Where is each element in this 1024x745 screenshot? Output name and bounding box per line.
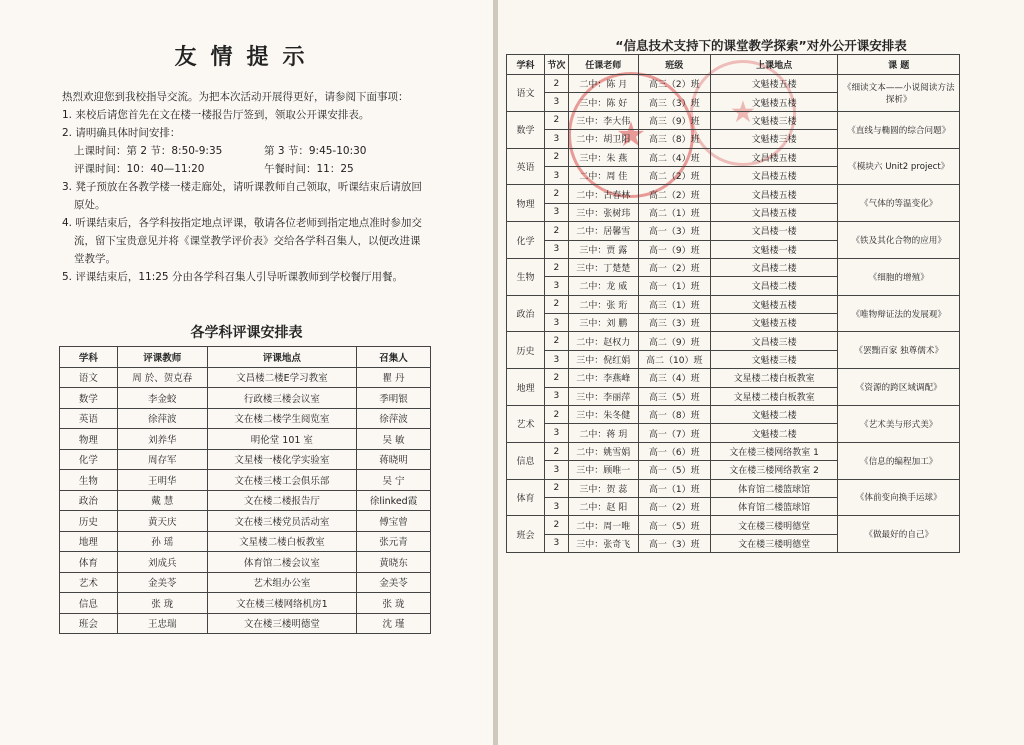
period-cell: 2 — [544, 75, 568, 93]
period-cell: 3 — [544, 130, 568, 148]
period-cell: 2 — [544, 295, 568, 313]
location-cell: 文在楼三楼工会俱乐部 — [207, 470, 357, 491]
location-cell: 文昌楼二楼 — [710, 277, 838, 295]
location-cell: 文魁楼三楼 — [710, 111, 838, 129]
period-cell: 3 — [544, 314, 568, 332]
convener-cell: 季明银 — [357, 388, 431, 409]
teacher-cell: 二中：赵 阳 — [568, 497, 638, 515]
subject-cell: 生物 — [60, 470, 118, 491]
period-cell: 2 — [544, 111, 568, 129]
class-cell: 高三（9）班 — [638, 111, 710, 129]
topic-cell: 《体前变向换手运球》 — [838, 479, 960, 516]
header-location: 上课地点 — [710, 55, 838, 75]
convener-cell: 吴 宁 — [357, 470, 431, 491]
location-cell: 文在楼三楼网络机房1 — [207, 593, 357, 614]
class-cell: 高一（9）班 — [638, 240, 710, 258]
subject-cell: 体育 — [507, 479, 545, 516]
open-class-schedule-table — [506, 54, 960, 553]
header-topic: 课 题 — [838, 55, 960, 75]
teacher-cell: 二中：古春林 — [568, 185, 638, 203]
teacher-cell: 二中：赵权力 — [568, 332, 638, 350]
table-row — [60, 511, 431, 532]
table-row — [507, 442, 960, 460]
convener-cell: 金美苓 — [357, 572, 431, 593]
location-cell: 艺术组办公室 — [207, 572, 357, 593]
teacher-cell: 二中：蒋 玥 — [568, 424, 638, 442]
subject-cell: 化学 — [60, 449, 118, 470]
teacher-cell: 戴 慧 — [117, 490, 207, 511]
location-cell: 文魁楼五楼 — [710, 93, 838, 111]
location-cell: 文在楼三楼党员活动室 — [207, 511, 357, 532]
teacher-cell: 刘成兵 — [117, 552, 207, 573]
table-row — [60, 490, 431, 511]
table-row — [507, 148, 960, 166]
location-cell: 体育馆二楼篮球馆 — [710, 479, 838, 497]
topic-cell: 《直线与椭圆的综合问题》 — [838, 111, 960, 148]
period-cell: 3 — [544, 461, 568, 479]
header-subject: 学科 — [507, 55, 545, 75]
period-cell: 2 — [544, 222, 568, 240]
location-cell: 文魁楼五楼 — [710, 75, 838, 93]
period-cell: 3 — [544, 93, 568, 111]
teacher-cell: 二中：张 珩 — [568, 295, 638, 313]
lunch-time: 午餐时间：11：25 — [264, 163, 354, 175]
period-cell: 3 — [544, 240, 568, 258]
teacher-cell: 黄天庆 — [117, 511, 207, 532]
teacher-cell: 三中：陈 好 — [568, 93, 638, 111]
period-cell: 2 — [544, 369, 568, 387]
teacher-cell: 二中：龙 威 — [568, 277, 638, 295]
table-row — [507, 516, 960, 534]
red-seal-stamp: ★ — [568, 72, 694, 198]
class-cell: 高一（6）班 — [638, 442, 710, 460]
subject-cell: 历史 — [60, 511, 118, 532]
location-cell: 文昌楼三楼 — [710, 332, 838, 350]
convener-cell: 瞿 丹 — [357, 367, 431, 388]
period-cell: 3 — [544, 203, 568, 221]
eval-time: 评课时间：10：40—11:20 — [74, 163, 205, 175]
location-cell: 文魁楼五楼 — [710, 314, 838, 332]
table-row — [507, 75, 960, 93]
period-cell: 3 — [544, 534, 568, 552]
teacher-cell: 二中：居馨雪 — [568, 222, 638, 240]
period-cell: 3 — [544, 350, 568, 368]
teacher-cell: 张 珑 — [117, 593, 207, 614]
location-cell: 文在楼三楼明德堂 — [207, 613, 357, 634]
item-1: 1. 来校后请您首先在文在楼一楼报告厅签到，领取公开课安排表。 — [62, 109, 370, 121]
teacher-cell: 三中：张树玮 — [568, 203, 638, 221]
subject-cell: 班会 — [60, 613, 118, 634]
table-row — [507, 222, 960, 240]
period-cell: 2 — [544, 442, 568, 460]
header-teacher: 任课老师 — [568, 55, 638, 75]
times-row-2 — [62, 160, 442, 178]
topic-cell: 《艺术美与形式美》 — [838, 406, 960, 443]
convener-cell: 张元青 — [357, 531, 431, 552]
class-time-2: 第 3 节：9:45-10:30 — [264, 145, 367, 157]
period-cell: 3 — [544, 424, 568, 442]
teacher-cell: 李金蛟 — [117, 388, 207, 409]
class-cell: 高一（5）班 — [638, 461, 710, 479]
location-cell: 文在楼三楼明德堂 — [710, 534, 838, 552]
teacher-cell: 刘养华 — [117, 429, 207, 450]
class-time-1: 上课时间：第 2 节：8:50-9:35 — [74, 145, 223, 157]
header-convener: 召集人 — [357, 347, 431, 368]
item-5: 5. 评课结束后，11:25 分由各学科召集人引导听课教师到学校餐厅用餐。 — [62, 271, 403, 283]
subject-cell: 语文 — [60, 367, 118, 388]
location-cell: 文在楼二楼学生阅览室 — [207, 408, 357, 429]
location-cell: 行政楼三楼会议室 — [207, 388, 357, 409]
class-cell: 高三（4）班 — [638, 369, 710, 387]
teacher-cell: 三中：李丽萍 — [568, 387, 638, 405]
class-cell: 高二（9）班 — [638, 332, 710, 350]
class-cell: 高二（1）班 — [638, 203, 710, 221]
subject-cell: 地理 — [507, 369, 545, 406]
class-cell: 高二（10）班 — [638, 350, 710, 368]
location-cell: 文星楼二楼白板教室 — [207, 531, 357, 552]
location-cell: 文魁楼二楼 — [710, 406, 838, 424]
red-seal-stamp-2: ★ — [690, 60, 796, 166]
subject-cell: 数学 — [507, 111, 545, 148]
table-row — [60, 552, 431, 573]
header-teacher: 评课教师 — [117, 347, 207, 368]
subject-cell: 数学 — [60, 388, 118, 409]
period-cell: 3 — [544, 277, 568, 295]
class-cell: 高一（5）班 — [638, 516, 710, 534]
teacher-cell: 三中：李大伟 — [568, 111, 638, 129]
location-cell: 体育馆二楼篮球馆 — [710, 497, 838, 515]
class-cell: 高一（3）班 — [638, 534, 710, 552]
class-cell: 高一（2）班 — [638, 258, 710, 276]
eval-table-title: 各学科评课安排表 — [190, 325, 303, 341]
convener-cell: 蒋晓明 — [357, 449, 431, 470]
location-cell: 文昌楼一楼 — [710, 222, 838, 240]
location-cell: 文星楼二楼白板教室 — [710, 387, 838, 405]
subject-cell: 化学 — [507, 222, 545, 259]
location-cell: 文在楼三楼明德堂 — [710, 516, 838, 534]
item-4-cont: 流，留下宝贵意见并将《课堂教学评价表》交给各学科召集人，以便改进课 — [74, 235, 421, 247]
item-4-cont2: 堂教学。 — [74, 253, 116, 265]
class-cell: 高一（3）班 — [638, 222, 710, 240]
period-cell: 2 — [544, 148, 568, 166]
location-cell: 明伦堂 101 室 — [207, 429, 357, 450]
item-4: 4. 听课结束后，各学科按指定地点评课，敬请各位老师到指定地点准时参加交 — [62, 217, 422, 229]
teacher-cell: 二中：周 佳 — [568, 166, 638, 184]
subject-cell: 信息 — [507, 442, 545, 479]
class-cell: 高二（2）班 — [638, 166, 710, 184]
location-cell: 文昌楼二楼E学习教室 — [207, 367, 357, 388]
subject-cell: 政治 — [507, 295, 545, 332]
location-cell: 文昌楼五楼 — [710, 185, 838, 203]
subject-cell: 英语 — [507, 148, 545, 185]
table-row — [507, 369, 960, 387]
topic-cell: 《资源的跨区域调配》 — [838, 369, 960, 406]
topic-cell: 《气体的等温变化》 — [838, 185, 960, 222]
teacher-cell: 王忠瑞 — [117, 613, 207, 634]
table-row — [507, 258, 960, 276]
class-cell: 高三（3）班 — [638, 93, 710, 111]
topic-cell: 《细读文本——小说阅读方法探析》 — [838, 75, 960, 112]
subject-cell: 政治 — [60, 490, 118, 511]
subject-cell: 艺术 — [60, 572, 118, 593]
convener-cell: 张 珑 — [357, 593, 431, 614]
teacher-cell: 三中：朱冬健 — [568, 406, 638, 424]
item-3: 3. 凳子预放在各教学楼一楼走廊处，请听课教师自己领取，听课结束后请放回 — [62, 181, 422, 193]
convener-cell: 黄晓东 — [357, 552, 431, 573]
class-cell: 高三（5）班 — [638, 387, 710, 405]
class-cell: 高二（2）班 — [638, 185, 710, 203]
teacher-cell: 二中：李燕峰 — [568, 369, 638, 387]
class-cell: 高一（2）班 — [638, 497, 710, 515]
period-cell: 2 — [544, 185, 568, 203]
table-row — [507, 185, 960, 203]
topic-cell: 《铁及其化合物的应用》 — [838, 222, 960, 259]
subject-cell: 语文 — [507, 75, 545, 112]
location-cell: 文昌楼五楼 — [710, 166, 838, 184]
table-header-row — [60, 347, 431, 368]
item-3-cont: 原处。 — [74, 199, 106, 211]
teacher-cell: 二中：姚雪娟 — [568, 442, 638, 460]
location-cell: 文星楼二楼白板教室 — [710, 369, 838, 387]
teacher-cell: 王明华 — [117, 470, 207, 491]
teacher-cell: 三中：张奇飞 — [568, 534, 638, 552]
table-row — [60, 470, 431, 491]
convener-cell: 傅宝曾 — [357, 511, 431, 532]
schedule-title: “信息技术支持下的课堂教学探索”对外公开课安排表 — [615, 38, 907, 53]
location-cell: 文魁楼五楼 — [710, 295, 838, 313]
subject-cell: 英语 — [60, 408, 118, 429]
table-row — [60, 593, 431, 614]
table-row — [60, 613, 431, 634]
table-row — [507, 332, 960, 350]
topic-cell: 《细胞的增殖》 — [838, 258, 960, 295]
teacher-cell: 三中：倪红娟 — [568, 350, 638, 368]
location-cell: 文昌楼二楼 — [710, 258, 838, 276]
table-row — [60, 449, 431, 470]
topic-cell: 《唯物辩证法的发展观》 — [838, 295, 960, 332]
class-cell: 高二（4）班 — [638, 148, 710, 166]
topic-cell: 《罢黜百家 独尊儒术》 — [838, 332, 960, 369]
location-cell: 文在楼三楼网络教室 2 — [710, 461, 838, 479]
header-location: 评课地点 — [207, 347, 357, 368]
period-cell: 2 — [544, 479, 568, 497]
class-cell: 高一（7）班 — [638, 424, 710, 442]
location-cell: 文昌楼五楼 — [710, 148, 838, 166]
teacher-cell: 三中：丁楚楚 — [568, 258, 638, 276]
class-cell: 高一（1）班 — [638, 277, 710, 295]
class-cell: 高一（1）班 — [638, 479, 710, 497]
table-row — [507, 111, 960, 129]
teacher-cell: 三中：朱 燕 — [568, 148, 638, 166]
teacher-cell: 三中：贺 蕊 — [568, 479, 638, 497]
period-cell: 3 — [544, 387, 568, 405]
header-subject: 学科 — [60, 347, 118, 368]
table-row — [60, 531, 431, 552]
subject-cell: 地理 — [60, 531, 118, 552]
convener-cell: 吴 敏 — [357, 429, 431, 450]
teacher-cell: 周 於、贺克春 — [117, 367, 207, 388]
teacher-cell: 周存军 — [117, 449, 207, 470]
convener-cell: 徐萍波 — [357, 408, 431, 429]
teacher-cell: 三中：刘 鹏 — [568, 314, 638, 332]
subject-cell: 班会 — [507, 516, 545, 553]
convener-cell: 沈 瑾 — [357, 613, 431, 634]
intro-line: 热烈欢迎您到我校指导交流。为把本次活动开展得更好，请参阅下面事项： — [62, 91, 409, 103]
subject-cell: 体育 — [60, 552, 118, 573]
location-cell: 文在楼二楼报告厅 — [207, 490, 357, 511]
period-cell: 2 — [544, 516, 568, 534]
table-row — [507, 406, 960, 424]
class-cell: 高三（8）班 — [638, 130, 710, 148]
notice-text — [62, 88, 442, 286]
teacher-cell: 二中：周一唯 — [568, 516, 638, 534]
topic-cell: 《做最好的自己》 — [838, 516, 960, 553]
subject-cell: 物理 — [60, 429, 118, 450]
location-cell: 文魁楼三楼 — [710, 350, 838, 368]
topic-cell: 《信息的编程加工》 — [838, 442, 960, 479]
table-row — [60, 408, 431, 429]
location-cell: 文魁楼三楼 — [710, 130, 838, 148]
location-cell: 体育馆二楼会议室 — [207, 552, 357, 573]
table-row — [60, 367, 431, 388]
convener-cell: 徐linked霞 — [357, 490, 431, 511]
location-cell: 文魁楼二楼 — [710, 424, 838, 442]
location-cell: 文星楼一楼化学实验室 — [207, 449, 357, 470]
table-row — [507, 295, 960, 313]
subject-cell: 历史 — [507, 332, 545, 369]
teacher-cell: 孙 瑶 — [117, 531, 207, 552]
teacher-cell: 金美苓 — [117, 572, 207, 593]
location-cell: 文魁楼一楼 — [710, 240, 838, 258]
table-row — [507, 479, 960, 497]
teacher-cell: 二中：胡卫阳 — [568, 130, 638, 148]
eval-schedule-table — [59, 346, 431, 634]
period-cell: 3 — [544, 166, 568, 184]
topic-cell: 《模块六 Unit2 project》 — [838, 148, 960, 185]
teacher-cell: 三中：顾唯一 — [568, 461, 638, 479]
header-class: 班级 — [638, 55, 710, 75]
class-cell: 高三（2）班 — [638, 75, 710, 93]
table-row — [60, 429, 431, 450]
period-cell: 2 — [544, 406, 568, 424]
teacher-cell: 徐萍波 — [117, 408, 207, 429]
class-cell: 高三（3）班 — [638, 314, 710, 332]
item-2: 2. 请明确具体时间安排： — [62, 127, 181, 139]
subject-cell: 信息 — [60, 593, 118, 614]
subject-cell: 物理 — [507, 185, 545, 222]
class-cell: 高一（8）班 — [638, 406, 710, 424]
period-cell: 2 — [544, 258, 568, 276]
location-cell: 文在楼三楼网络教室 1 — [710, 442, 838, 460]
period-cell: 3 — [544, 497, 568, 515]
page-title: 友情提示 — [174, 45, 319, 70]
times-row-1 — [62, 142, 442, 160]
location-cell: 文昌楼五楼 — [710, 203, 838, 221]
table-row — [60, 388, 431, 409]
class-cell: 高三（1）班 — [638, 295, 710, 313]
teacher-cell: 三中：贾 露 — [568, 240, 638, 258]
subject-cell: 生物 — [507, 258, 545, 295]
header-period: 节次 — [544, 55, 568, 75]
period-cell: 2 — [544, 332, 568, 350]
subject-cell: 艺术 — [507, 406, 545, 443]
teacher-cell: 二中：陈 月 — [568, 75, 638, 93]
table-row — [60, 572, 431, 593]
table-header-row — [507, 55, 960, 75]
